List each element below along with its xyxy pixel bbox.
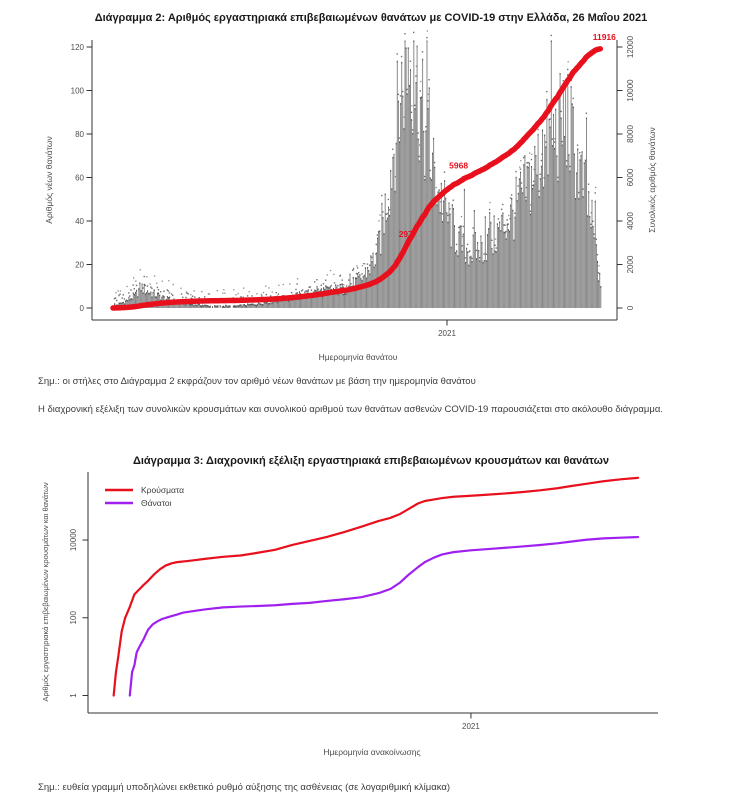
chart1-xlabel: Ημερομηνία θανάτου: [318, 352, 398, 362]
chart2-left-axis: [69, 528, 88, 697]
chart2-title: Διάγραμμα 3: Διαχρονική εξέλιξη εργαστηριακά επιβεβαιωμένων κρουσμάτων και θανάτων: [132, 455, 610, 467]
svg-text:60: 60: [75, 173, 84, 183]
chart1-annotation: 297: [398, 228, 413, 239]
chart1-left-axis: [71, 43, 92, 313]
chart2-footnote: Σημ.: ευθεία γραμμή υποδηλώνει εκθετικό ρυθμό αύξησης της ασθένειας (σε λογαριθμική κλίμακα): [38, 782, 451, 793]
svg-text:80: 80: [75, 129, 84, 139]
svg-text:40: 40: [75, 216, 84, 226]
svg-text:0: 0: [79, 303, 84, 313]
body-paragraph: Η διαχρονική εξέλιξη των συνολικών κρουσμάτων και συνολικού αριθμού των θανάτων ασθενών COVID-19 παρουσιάζεται στο ακόλουθο διάγραμμα.: [38, 404, 664, 415]
svg-text:2021: 2021: [438, 329, 456, 338]
chart2-series-line-1: [130, 537, 638, 695]
svg-text:120: 120: [70, 42, 84, 52]
svg-text:0: 0: [626, 305, 635, 311]
chart2-canvas: [38, 468, 698, 768]
svg-text:2021: 2021: [462, 722, 480, 731]
chart1-ylabel-right: Συνολικός αριθμός θανάτων: [647, 127, 657, 233]
chart1-canvas: [38, 30, 698, 370]
svg-text:1: 1: [69, 693, 78, 698]
svg-text:2000: 2000: [626, 255, 635, 274]
svg-text:100: 100: [70, 86, 84, 96]
chart2-legend: [105, 485, 184, 508]
chart2-axes: [88, 472, 658, 713]
svg-text:6000: 6000: [626, 168, 635, 187]
svg-text:20: 20: [75, 260, 84, 270]
chart1-ylabel-left: Αριθμός νέων θανάτων: [44, 136, 54, 224]
svg-text:4000: 4000: [626, 212, 635, 230]
chart1-right-axis: [617, 35, 635, 310]
svg-text:10000: 10000: [69, 528, 78, 552]
svg-text:12000: 12000: [626, 35, 635, 59]
chart2-ylabel: Αριθμός εργαστηριακά επιβεβαιωμένων κρουσμάτων και θανάτων: [41, 482, 50, 702]
chart1-annotation: 5968: [449, 160, 469, 171]
svg-text:8000: 8000: [626, 125, 635, 143]
chart2-xlabel: Ημερομηνία ανακοίνωσης: [323, 747, 421, 757]
svg-text:100: 100: [69, 611, 78, 625]
svg-text:Κρούσματα: Κρούσματα: [141, 485, 185, 495]
chart1-annotation: 11916: [592, 31, 616, 42]
chart2-series-line-0: [114, 478, 638, 696]
svg-text:10000: 10000: [626, 79, 635, 102]
chart1-footnote: Σημ.: οι στήλες στο Διάγραμμα 2 εκφράζουν τον αριθμό νέων θανάτων με βάση την ημερομηνία θανάτου: [38, 376, 476, 387]
chart1-title: Διάγραμμα 2: Αριθμός εργαστηριακά επιβεβαιωμένων θανάτων με COVID-19 στην Ελλάδα, 26 Μαΐου 2021: [94, 12, 648, 24]
svg-text:Θάνατοι: Θάνατοι: [141, 498, 172, 508]
